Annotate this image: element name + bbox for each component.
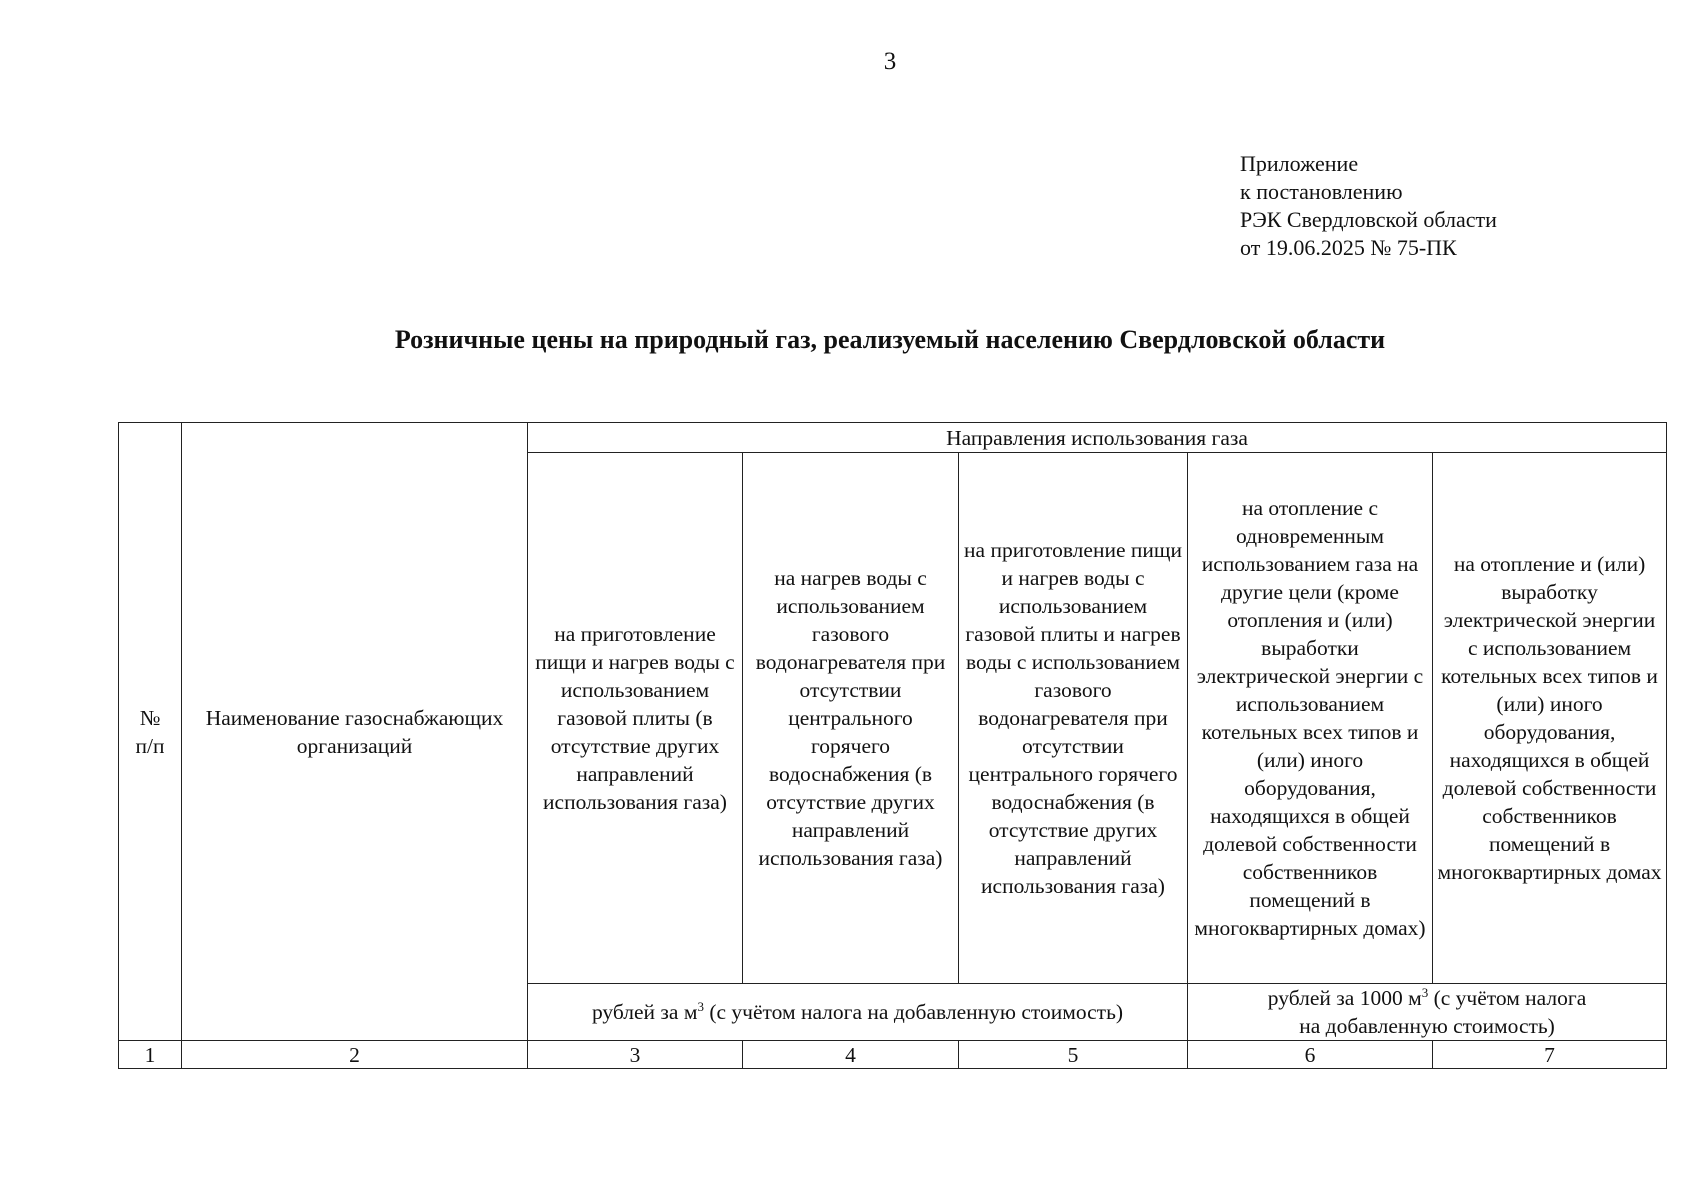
units-text: (с учётом налога на добавленную стоимость) [703,1000,1124,1024]
units-per-thousand-cubic-meters [1188,984,1667,1041]
appendix-line: РЭК Свердловской области [1240,207,1497,232]
price-table [118,422,1667,1069]
subheader-heating-shared-boilers: на отопление и (или) выработку электрической энергии с использованием котельных всех типов и (или) иного оборудования, находящихся в общей долевой собственности собственников помещений в многоквартирных домах [1433,453,1667,984]
column-number: 7 [1433,1041,1667,1069]
appendix-line: Приложение [1240,151,1359,176]
units-per-cubic-meter [528,984,1188,1041]
units-text: (с учётом налога на добавленную стоимость) [1299,986,1587,1038]
header-number: № п/п [119,423,182,1041]
page-number: 3 [883,48,897,75]
column-number: 3 [528,1041,743,1069]
units-text: рублей за м [591,1000,698,1024]
units-text: рублей за 1000 м [1267,986,1422,1010]
subheader-heating-with-other-uses: на отопление с одновременным использованием газа на другие цели (кроме отопления и (или) выработки электрической энергии с использованием котельных всех типов и (или) иного оборудования, находящихся в общей долевой собственности собственников помещений в многоквартирных домах) [1188,453,1433,984]
column-number: 5 [959,1041,1188,1069]
column-number: 2 [182,1041,528,1069]
subheader-cooking-and-water-heating-stove: на приготовление пищи и нагрев воды с использованием газовой плиты (в отсутствие других направлений использования газа) [528,453,743,984]
column-number: 1 [119,1041,182,1069]
column-number: 6 [1188,1041,1433,1069]
header-organization-name: Наименование газоснабжающих организаций [182,423,528,1041]
units-superscript: 3 [1421,984,1429,1000]
column-number: 4 [743,1041,959,1069]
subheader-stove-and-water-heater: на приготовление пищи и нагрев воды с использованием газовой плиты и нагрев воды с использованием газового водонагревателя при отсутствии центрального горячего водоснабжения (в отсутствие других направлений использования газа) [959,453,1188,984]
subheader-water-heater: на нагрев воды с использованием газового водонагревателя при отсутствии центрального горячего водоснабжения (в отсутствие других направлений использования газа) [743,453,959,984]
header-gas-usage-directions: Направления использования газа [528,423,1667,453]
appendix-line: к постановлению [1240,179,1403,204]
appendix-line: от 19.06.2025 № 75-ПК [1240,235,1457,260]
units-superscript: 3 [697,998,704,1014]
document-title: Розничные цены на природный газ, реализуемый населению Свердловской области [394,325,1386,354]
appendix-note [1240,150,1497,262]
